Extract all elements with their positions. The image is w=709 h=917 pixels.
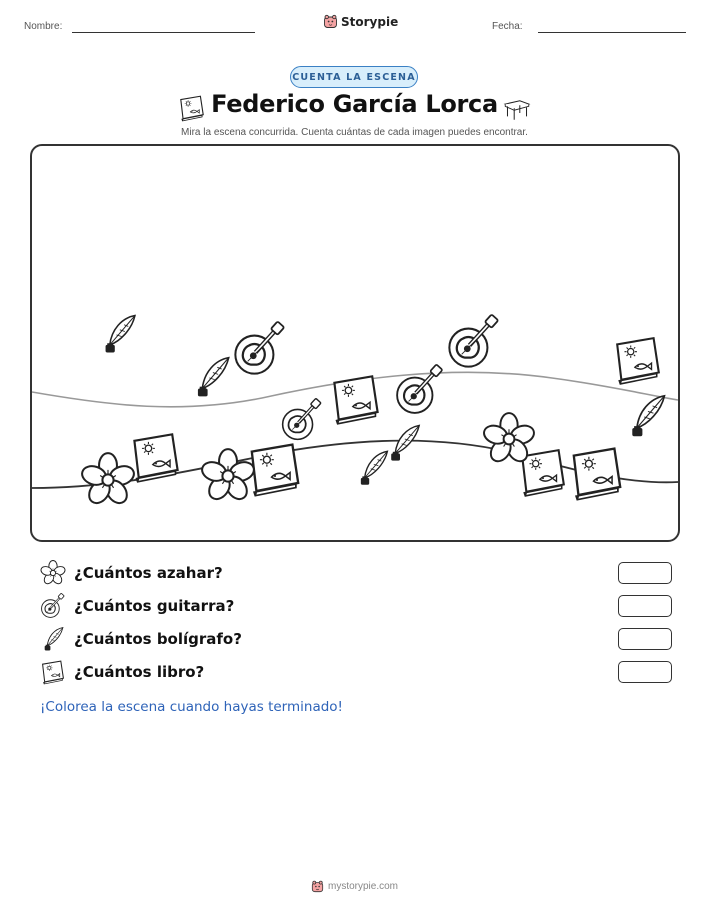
quill-icon (361, 451, 388, 484)
storypie-logo-icon (311, 880, 324, 893)
book-icon (574, 449, 620, 500)
quill-icon (40, 626, 66, 652)
coloring-note: ¡Colorea la escena cuando hayas terminado! (40, 699, 343, 715)
guitar-icon (283, 398, 321, 439)
quill-icon (632, 396, 664, 436)
guitar-icon (449, 314, 498, 366)
guitar-icon (397, 364, 442, 413)
site-footer (0, 880, 709, 893)
flower-icon (40, 560, 66, 586)
question-row (40, 659, 672, 685)
question-row (40, 560, 672, 586)
answer-box-flower[interactable] (618, 562, 672, 584)
quill-icon (106, 316, 135, 353)
guitar-icon (40, 593, 66, 619)
book-icon (522, 450, 564, 496)
question-label: ¿Cuántos libro? (74, 663, 205, 681)
name-label: Nombre: (24, 21, 63, 32)
date-field-line[interactable] (538, 32, 686, 33)
instructions: Mira la escena concurrida. Cuenta cuántas de cada imagen puedes encontrar. (181, 127, 528, 138)
book-icon (334, 376, 377, 424)
question-row (40, 626, 672, 652)
page-title: Federico García Lorca (211, 90, 498, 118)
scene-illustration (32, 146, 678, 540)
desk-icon (500, 94, 534, 122)
scene-panel (30, 144, 680, 542)
quill-icon (391, 425, 419, 460)
answer-box-book[interactable] (618, 661, 672, 683)
site-url[interactable]: mystorypie.com (327, 881, 398, 892)
question-label: ¿Cuántos azahar? (74, 564, 223, 582)
book-icon (134, 434, 177, 482)
question-label: ¿Cuántos bolígrafo? (74, 630, 242, 648)
answer-box-quill[interactable] (618, 628, 672, 650)
question-label: ¿Cuántos guitarra? (74, 597, 235, 615)
book-icon (252, 445, 298, 496)
brand-name: Storypie (341, 14, 399, 29)
quill-icon (198, 358, 229, 397)
question-row (40, 593, 672, 619)
book-icon (40, 659, 66, 685)
brand (323, 14, 398, 29)
book-icon (617, 338, 659, 384)
date-label: Fecha: (492, 21, 523, 32)
storypie-logo-icon (323, 14, 338, 29)
guitar-icon (235, 321, 284, 373)
activity-badge: CUENTA LA ESCENA (290, 66, 418, 88)
flower-icon (200, 449, 257, 503)
name-field-line[interactable] (72, 32, 255, 33)
flower-icon (80, 453, 137, 507)
answer-box-guitar[interactable] (618, 595, 672, 617)
